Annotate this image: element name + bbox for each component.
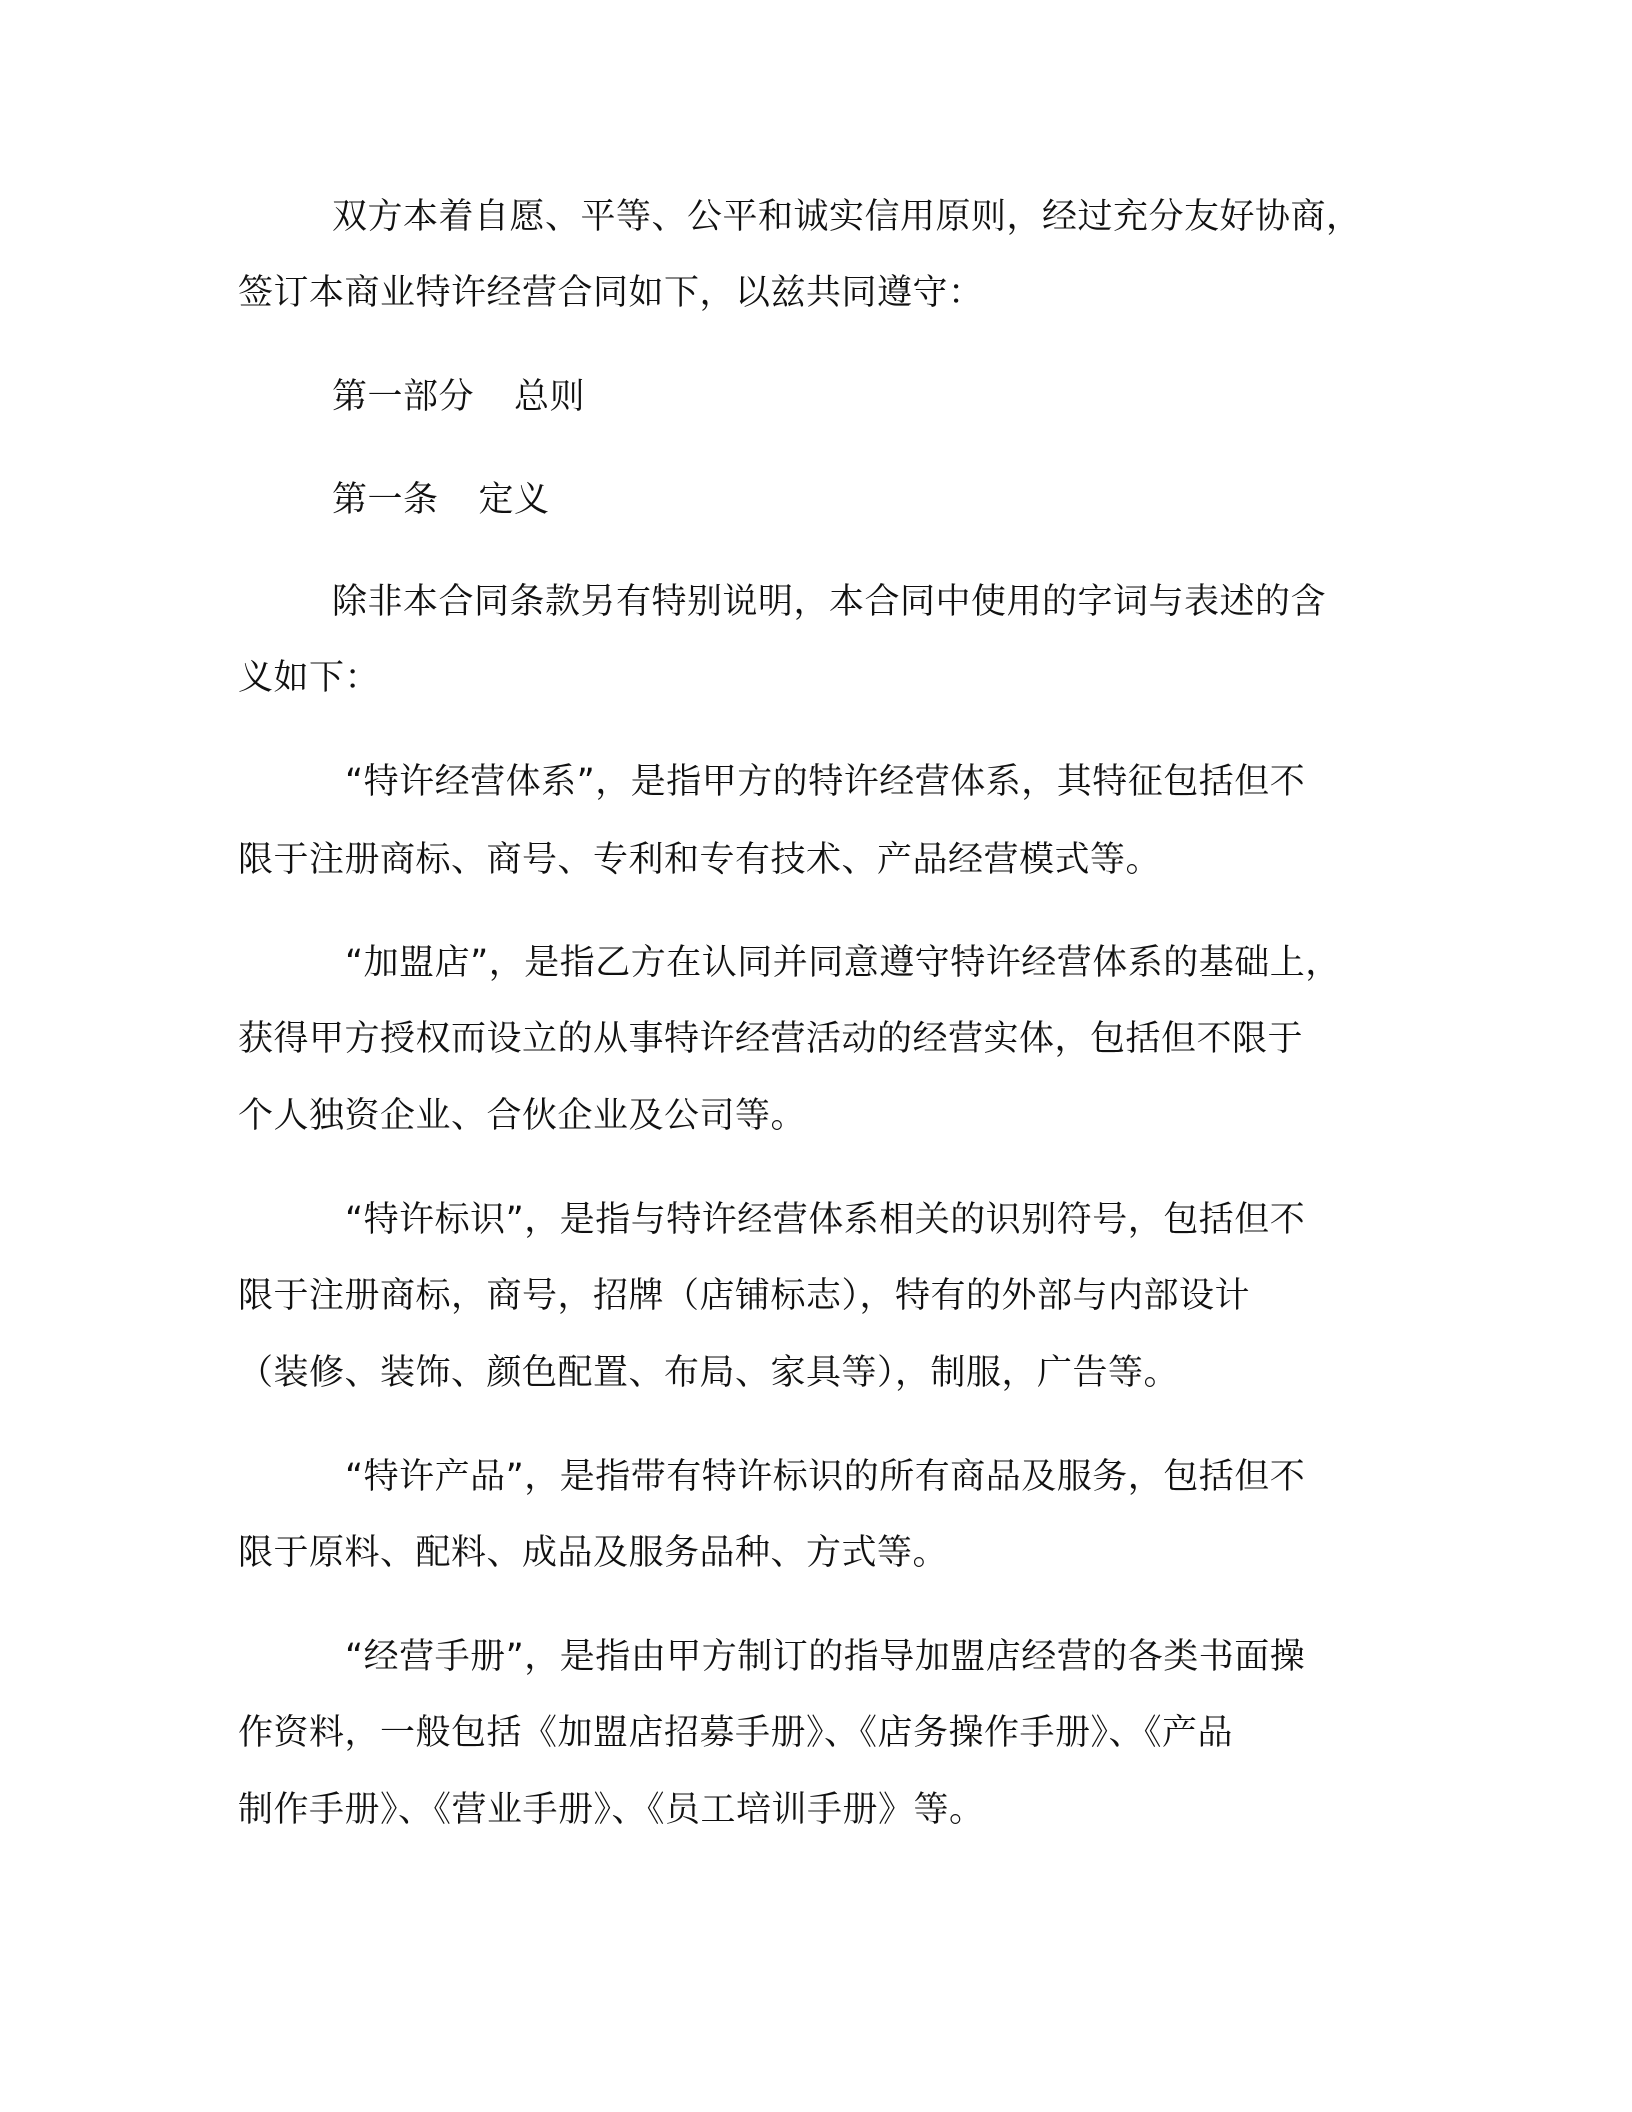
article-heading <box>332 476 550 524</box>
definition-2-line-2: 获得甲方授权而设立的从事特许经营活动的经营实体，包括但不限于 <box>238 1019 1304 1059</box>
part-heading <box>332 373 585 421</box>
intro-line-1: 双方本着自愿、平等、公平和诚实信用原则，经过充分友好协商， <box>332 197 1362 237</box>
definitions-intro-line-2: 义如下： <box>238 658 381 698</box>
definition-4-line-1: “特许产品”，是指带有特许标识的所有商品及服务，包括但不 <box>345 1457 1306 1497</box>
intro-line-2: 签订本商业特许经营合同如下，以兹共同遵守： <box>238 273 984 313</box>
article-heading-label: 第一条 <box>332 480 439 520</box>
definition-5-line-1: “经营手册”，是指由甲方制订的指导加盟店经营的各类书面操 <box>345 1637 1306 1677</box>
definition-3-line-2: 限于注册商标，商号，招牌（店铺标志），特有的外部与内部设计 <box>238 1276 1251 1316</box>
article-heading-title: 定义 <box>478 480 550 520</box>
definition-5-line-3: 制作手册》、《营业手册》、《员工培训手册》等。 <box>238 1790 985 1830</box>
part-heading-title: 总则 <box>514 377 586 417</box>
definition-4-line-2: 限于原料、配料、成品及服务品种、方式等。 <box>238 1533 949 1573</box>
definition-5-line-2: 作资料，一般包括《加盟店招募手册》、《店务操作手册》、《产品 <box>238 1713 1234 1753</box>
definitions-intro-line-1: 除非本合同条款另有特别说明，本合同中使用的字词与表述的含 <box>332 582 1327 622</box>
definition-1-line-1: “特许经营体系”，是指甲方的特许经营体系，其特征包括但不 <box>345 762 1306 802</box>
definition-3-line-1: “特许标识”，是指与特许经营体系相关的识别符号，包括但不 <box>345 1200 1306 1240</box>
definition-1-line-2: 限于注册商标、商号、专利和专有技术、产品经营模式等。 <box>238 840 1162 880</box>
definition-2-line-3: 个人独资企业、合伙企业及公司等。 <box>238 1096 807 1136</box>
definition-3-line-3: （装修、装饰、颜色配置、布局、家具等），制服，广告等。 <box>238 1353 1180 1393</box>
part-heading-label: 第一部分 <box>332 377 475 417</box>
definition-2-line-1: “加盟店”，是指乙方在认同并同意遵守特许经营体系的基础上， <box>345 943 1341 983</box>
